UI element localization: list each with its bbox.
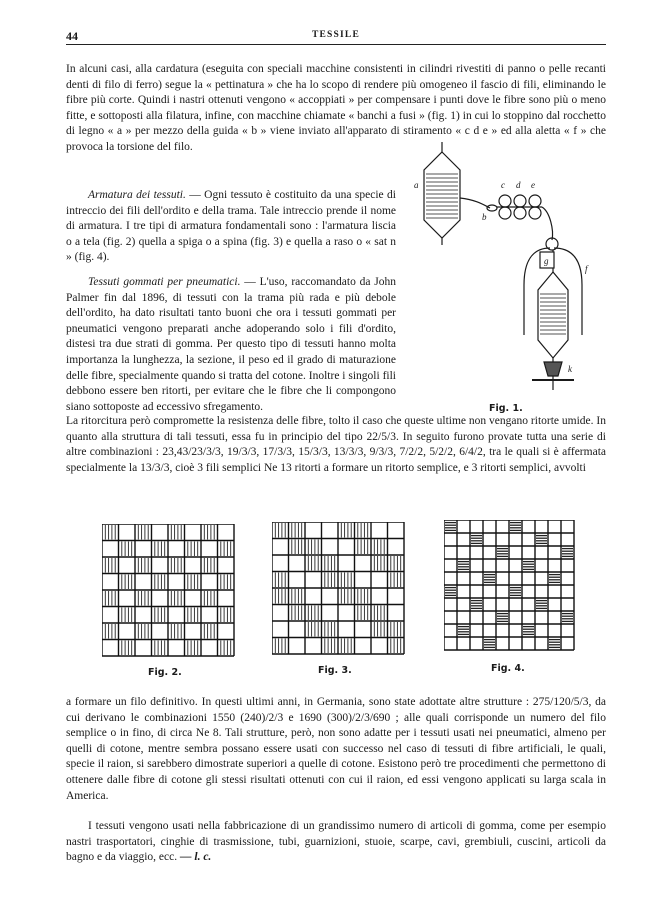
fig1-label-f: f <box>585 264 588 274</box>
figure-4-satin-weave <box>444 520 578 652</box>
fig1-label-d: d <box>516 180 521 190</box>
section-title-tessuti-gommati: Tessuti gommati per pneumatici. <box>88 276 241 288</box>
figure-1-drawing <box>412 140 592 415</box>
paragraph-1-text: In alcuni casi, alla cardatura (eseguita con speciali macchine consistenti in cilindri rivestiti di panno o pelle recanti denti di filo di ferro) segue la « pettinatura » che ha lo scopo di rendere più omogeneo il fascio di fili, eliminando le fibre più corte. Quindi i nastri ottenuti vengono « accoppiati » per compensare i punti dove le fibre sono più o meno fitte, e sottoposti alla filatura, infine, con macchine chiamate « banchi a fusi » (fig. 1) in cui lo stoppino dal rocchetto di legno « a » per mezzo della guida « b » viene inviato all'apparato di stiramento « c d e » ed alla aletta « f » che provoca la torsione del filo. <box>66 63 606 153</box>
running-title: TESSILE <box>311 30 360 40</box>
fig1-label-e: e <box>531 180 535 190</box>
figure-2-caption: Fig. 2. <box>148 667 182 678</box>
paragraph-5-text: I tessuti vengono usati nella fabbricazione di un grandissimo numero di articoli di gomma, come per esempio nastri trasportatori, cinghie di trasmissione, tubi, guarnizioni, stuoie, scarpe, cavi, grembiuli, cuscini, articoli da bagno e da viaggio, ecc. <box>66 820 606 864</box>
paragraph-5 <box>66 819 606 866</box>
page-number: 44 <box>66 29 78 43</box>
paragraph-3b <box>66 414 606 476</box>
fig1-label-a: a <box>414 180 419 190</box>
paragraph-4 <box>66 695 606 804</box>
figure-3-twill-weave <box>272 522 410 658</box>
author-signature: — l. c. <box>177 851 212 864</box>
fig1-label-b: b <box>482 212 487 222</box>
fig1-label-c: c <box>501 180 505 190</box>
section-title-armatura: Armatura dei tessuti. <box>88 189 186 201</box>
paragraph-3b-text: La ritorcitura però compromette la resistenza delle fibre, tolto il caso che queste ultime non vengano ritorte umide. In quanto alla struttura di tali tessuti, essa fu in principio del tipo 22/5/3. In seguito furono provate tutta una serie di altre combinazioni : 23,43/23/3/3, 19/3/3, 17/3/3, 15/3/3, 13/3/3, 9/3/3, 7/2/2, 5/2/2, 6/4/2, tra le quali si è affermata specialmente la 13/3/3, cioè 3 fili semplici Ne 13 ritorti a formare un ritorto semplice, e 3 ritorti semplici, avvolti <box>66 415 606 474</box>
fig1-label-g: g <box>544 256 549 266</box>
page-header <box>66 26 606 45</box>
figure-3-caption: Fig. 3. <box>318 665 352 676</box>
figure-4-caption: Fig. 4. <box>491 663 525 674</box>
fig1-label-k: k <box>568 364 572 374</box>
figure-1-caption: Fig. 1. <box>489 403 523 414</box>
paragraph-3a <box>66 275 396 415</box>
paragraph-3a-text: — L'uso, raccomandato da John Palmer fin dal 1896, di tessuti con la trama più rada e più debole dell'ordito, ha dato risultati tanto buoni che ora i tessuti gommati per pneumatici vengono preparati anche adoperando solo i fili d'ordito, distesi tra due strati di gomma. Per questo tipo di tessuti hanno molta importanza la lunghezza, la sezione, il peso ed il grado di maturazione delle fibre, specialmente quando si tratta del cotone. Inoltre i singoli fili debbono essere ben ritorti, per evitare che le fibre che li compongono siano sottoposte ad eccessivo sfregamento. <box>66 276 396 413</box>
figure-2-plain-weave <box>102 524 240 660</box>
paragraph-2-text: — Ogni tessuto è costituito da una specie di intreccio dei fili dell'ordito e della trama. Tale intreccio prende il nome di armatura. I tre tipi di armatura fondamentali sono : l'armatura liscia o a tela (fig. 2) quella a spiga o a spina (fig. 3) e quella a raso o « sat n » (fig. 4). <box>66 189 396 264</box>
paragraph-4-text: a formare un filo definitivo. In questi ultimi anni, in Germania, sono state adottate altre strutture : 275/120/5/3, da cui derivano le combinazioni 1550 (240)/2/3 e 1690 (300)/2/3/690 ; alle quali corrisponde un numero del filo semplice o in fino, di circa Ne 8. Tali strutture, però, non sono adatte per i tessuti usati nei pneumatici, almeno per quelli di cotone, mentre sembra possano essere usati con successo nel caso di tessuti di fibre artificiali, le quali, specie il raion, si sarebbero dimostrate superiori a quelle di cotone. Esistono però tre procedimenti che permettono di ottenere dalle fibre di cotone gli stessi risultati ottenuti con cui il raion, ed essi vengono applicati su larga scala in America. <box>66 696 606 802</box>
paragraph-2 <box>66 188 396 266</box>
